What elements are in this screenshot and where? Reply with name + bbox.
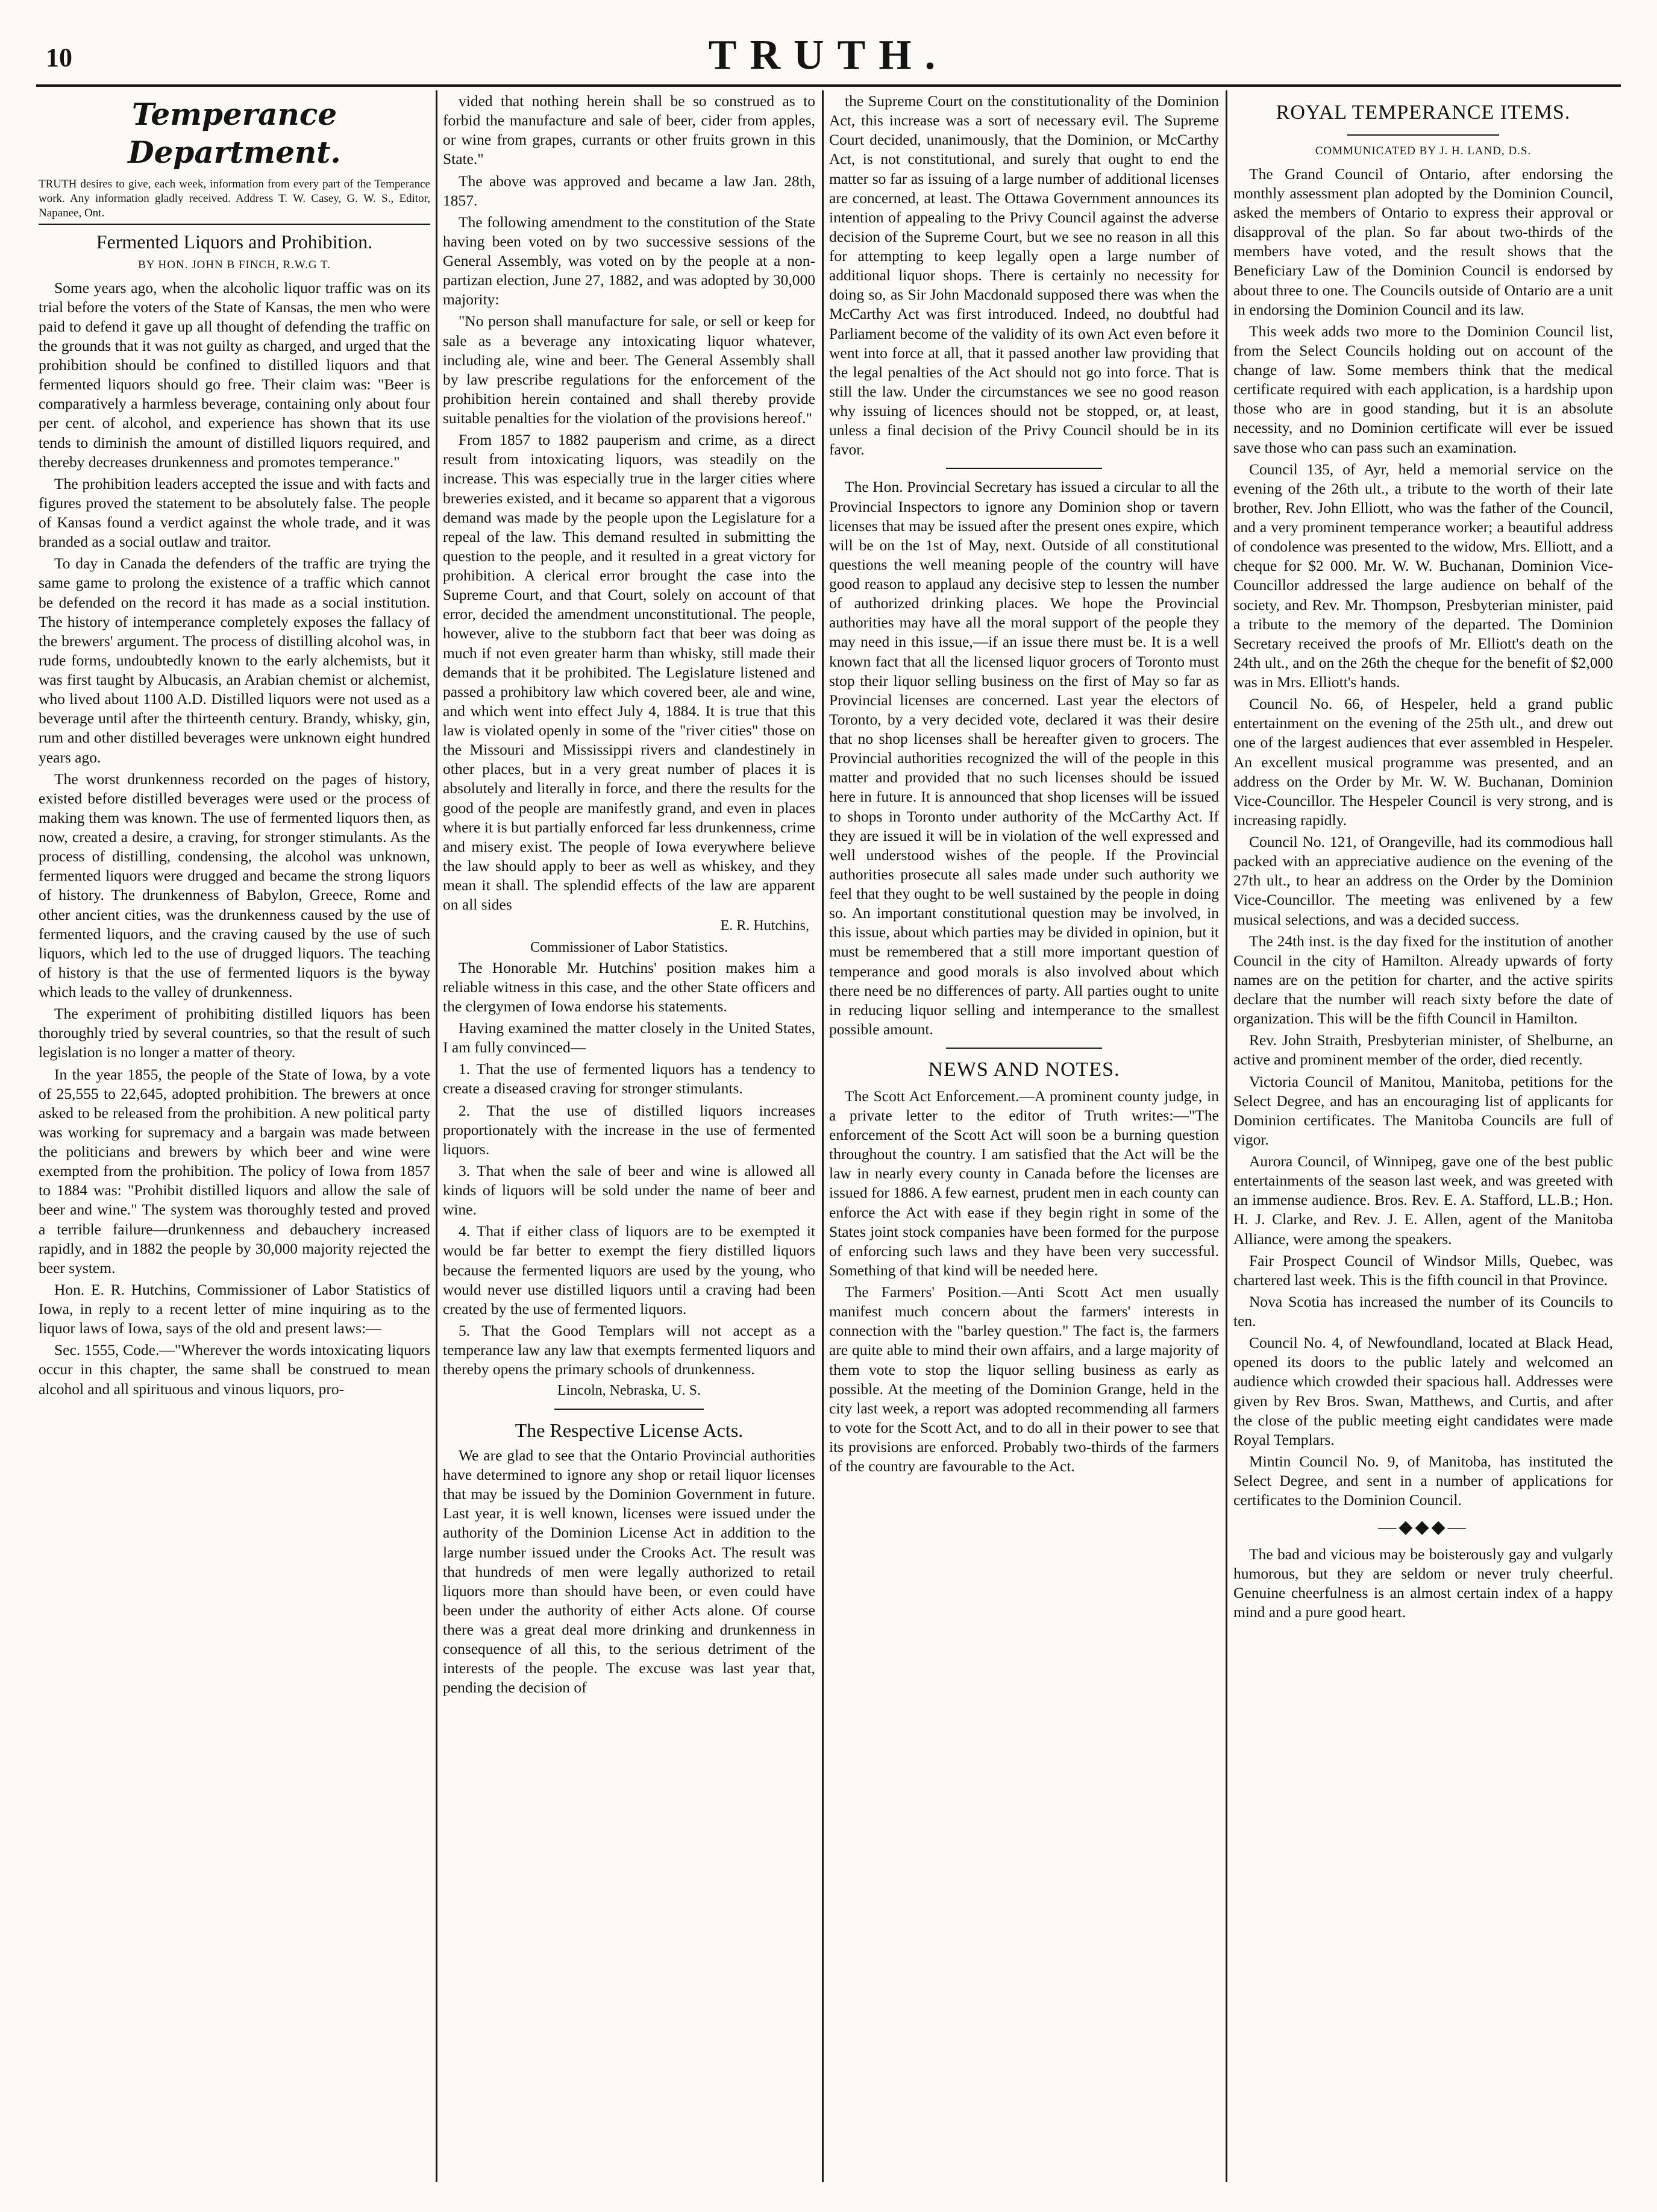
department-title: Temperance Department. [128,96,341,170]
paragraph: Aurora Council, of Winnipeg, gave one of the best public entertainments of the season last week, and was greeted with an immense audience. Bros. Rev. E. A. Stafford, LL.B.; Hon. H. J. Clarke, and Rev. J. E. Allen, agent of the Manitoba Alliance, were among the speakers. [1233,1152,1613,1248]
article-body [443,1446,815,1698]
paragraph: Nova Scotia has increased the number of its Councils to ten. [1233,1292,1613,1330]
paragraph: the Supreme Court on the constitutionality of the Dominion Act, this increase was a sort of necessary evil. The Supreme Court decided, unanimously, that the Dominion, or McCarthy Act, is not constitutional, and surely that ought to end the matter so far as issuing of a large number of additional licenses are concerned, at least. The Ottawa Government announces its intention of appealing to the Privy Council against the adverse decision of the Supreme Court, but we see no reason in all this for attempting to keep legally open a large number of additional liquor shops. There is certainly no necessity for doing so, as Sir John Macdonald supposed there was when the McCarthy Act was first introduced. Indeed, no doubtful had Parliament become of the validity of its own Act even before it went into force at all, that it passed another law providing that the legal penalties of the Act should not go into force. That is still the law. Under the circumstances we see no good reason why issuing of licences should not be stopped, or, at least, unless a final decision of the Privy Council should be in its favor. [829,92,1219,459]
paragraph: This week adds two more to the Dominion Council list, from the Select Councils holding out on account of the change of law. Some members think that the medical certificate required with each application, is a hardship upon those who are in good standing, but it is an absolute necessity, and no Dominion certificate will ever be issued save those who can pass such an examination. [1233,322,1613,456]
paragraph: 1. That the use of fermented liquors has a tendency to create a diseased craving for stronger stimulants. [443,1060,815,1098]
closing-paragraph: The bad and vicious may be boisterously gay and vulgarly humorous, but they are seldom or never truly cheerful. Genuine cheerfulness is an almost certain index of a happy mind and a pure good heart. [1233,1545,1613,1621]
byline: BY HON. JOHN B FINCH, R.W.G T. [138,258,331,271]
paragraph: Some years ago, when the alcoholic liquor traffic was on its trial before the voters of the State of Kansas, the men who were paid to defend it gave up all thought of defending the traffic on the grounds that it was not guilty as charged, and urged that the prohibition should be confined to distilled liquors and that fermented liquors should go free. Their claim was: "Beer is comparatively a harmless beverage, containing only about four per cent. of alcohol, and experience has shown that its use tends to diminish the amount of distilled liquors required, and thereby decreases drunkenness and promotes temperance." [39,278,430,471]
paragraph: We are glad to see that the Ontario Provincial authorities have determined to ignore any shop or retail liquor licenses that may be issued by the Dominion Government in future. Last year, it is well known, licenses were issued under the authority of the Dominion License Act in addition to the large number issued under the Crooks Act. The result was that hundreds of men were legally authorized to retail liquors more than should have been, or even could have been under the authority of either Acts alone. Of course there was a great deal more drinking and drunkenness in consequence of all this, to the serious detriment of the interests of the people. The excuse was last year that, pending the decision of [443,1446,815,1697]
paragraph: The Scott Act Enforcement.—A prominent county judge, in a private letter to the editor of Truth writes:—"The enforcement of the Scott Act will soon be a burning question throughout the country. I am satisfied that the Act will be the law in nearly every county in Canada before the licenses are issued for 1886. A few earnest, prudent men in each county can enforce the Act with ease if they begin right in some of the States joint stock companies have been formed for the purpose of enforcing such laws and they have been very successful. Something of that kind will be needed here. [829,1087,1219,1279]
column-rule [1226,90,1227,2182]
paragraph: Council No. 66, of Hespeler, held a grand public entertainment on the evening of the 25th ult., and drew out one of the largest audiences that ever assembled in Hespeler. An excellent musical programme was presented, and an address on the Order by Mr. W. W. Buchanan, Dominion Vice-Councillor. The Hespeler Council is very strong, and is increasing rapidly. [1233,695,1613,829]
ornament-divider: —◆◆◆— [1378,1517,1468,1538]
paragraph: Council No. 121, of Orangeville, had its commodious hall packed with an appreciative audience on the evening of the 27th ult., to hear an address on the Order by the Dominion Vice-Councillor. The meeting was enlivened by a few musical selections, and was a decided success. [1233,833,1613,928]
masthead: TRUTH. [708,32,949,78]
paragraph: 2. That the use of distilled liquors increases proportionately with the increase in the use of fermented liquors. [443,1101,815,1158]
column-4 [1233,92,1613,2177]
column-2 [443,92,815,2177]
paragraph: vided that nothing herein shall be so construed as to forbid the manufacture and sale of beer, cider from apples, or wine from grapes, currants or other fruits grown in this State." [443,92,815,168]
article-body [829,477,1219,1039]
paragraph: In the year 1855, the people of the State of Iowa, by a vote of 25,555 to 22,645, adopted prohibition. The brewers at once asked to be released from the prohibition. A new political party was working for supremacy and a bargain was made between the politicians and brewers by which beer and wine were exempted from the prohibition. The policy of Iowa from 1857 to 1884 was: "Prohibit distilled liquors and allow the sale of beer and wine." The system was thoroughly tested and proved a terrible failure—drunkenness and debauchery increased rapidly, and in 1882 the people by 30,000 majority rejected the beer system. [39,1065,430,1277]
editor-notice: TRUTH desires to give, each week, information from every part of the Temperance work. Any information gladly received. Address T. W. Casey, G. W. S., Editor, Napanee, Ont. [39,178,430,219]
article-body [829,1087,1219,1477]
paragraph: Mintin Council No. 9, of Manitoba, has instituted the Select Degree, and sent in a number of applications for certificates to the Dominion Council. [1233,1452,1613,1509]
paragraph: To day in Canada the defenders of the traffic are trying the same game to prolong the existence of a traffic which cannot be defended on the record it has made as a social institution. The history of intemperance completely exposes the fallacy of the brewers' argument. The process of distilling alcohol was, in rude forms, undoubtedly known to the early alchemists, but it was first taught by Albucasis, an Arabian chemist or alchemist, who lived about 1100 A.D. Distilled liquors were not used as a beverage until after the thirteenth century. Brandy, whisky, gin, rum and other distilled beverages were unknown eight hundred years ago. [39,555,430,766]
divider [946,468,1102,469]
paragraph: Rev. John Straith, Presbyterian minister, of Shelburne, an active and prominent member of the order, died recently. [1233,1031,1613,1069]
article-body [39,278,430,1399]
section-title: NEWS AND NOTES. [928,1058,1120,1081]
article-title: Fermented Liquors and Prohibition. [96,231,373,253]
column-rule [822,90,824,2182]
paragraph: 4. That if either class of liquors are to be exempted it would be far better to exempt the fiery distilled liquors because the fermented liquors are used by the young, who would never use distilled liquors until a craving had been created by the use of fermented liquors. [443,1222,815,1318]
article-title: The Respective License Acts. [515,1419,744,1441]
byline: COMMUNICATED BY J. H. LAND, D.S. [1315,144,1532,157]
column-1 [39,92,430,2177]
paragraph: The above was approved and became a law Jan. 28th, 1857. [443,172,815,209]
paragraph: The Hon. Provincial Secretary has issued a circular to all the Provincial Inspectors to ignore any Dominion shop or tavern licenses that may be issued after the present ones expire, which will be on the 1st of May, next. Outside of all constitutional questions the well meaning people of the country will have good reason to applaud any decisive step to lessen the number of authorized drinking places. We hope the Provincial authorities may have all the moral support of the people they may need in this issue,—if an issue there must be. It is a well known fact that all the licensed liquor grocers of Toronto must stop their liquor selling business on the first of May so far as Provincial licenses are concerned. Last year the electors of Toronto, by a very decided vote, declared it was their desire that no shop licenses shall be hereafter given to grocers. The Provincial authorities recognized the will of the people in this matter and provided that no such licenses should be issued here in future. It is announced that shop licenses will be issued to shops in Toronto under authority of the McCarthy Act. If they are issued it will be in violation of the well expressed and well understood wishes of the people. If the Provincial authorities prosecute all sales made under such authority we feel that they ought to be well sustained by the people in doing so. An important constitutional question may be involved, in this issue, about which parties may be divided in opinion, but it must be remembered that a still more important question of temperance and good morals is also involved about which there need be no differences of party. All parties ought to unite in reducing liquor selling and intemperance to the smallest possible amount. [829,478,1219,1038]
paragraph: Victoria Council of Manitou, Manitoba, petitions for the Select Degree, and has an encouraging list of applicants for Dominion certificates. The Manitoba Councils are full of vigor. [1233,1072,1613,1148]
paragraph: 3. That when the sale of beer and wine is allowed all kinds of liquors will be sold under the name of beer and wine. [443,1161,815,1219]
paragraph: The prohibition leaders accepted the issue and with facts and figures proved the statement to be absolutely false. The people of Kansas found a verdict against the whole trade, and it was branded as a social outlaw and traitor. [39,474,430,551]
paragraph: The Honorable Mr. Hutchins' position makes him a reliable witness in this case, and the other State officers and the clergymen of Iowa endorse his statements. [443,958,815,1015]
paragraph: Council 135, of Ayr, held a memorial service on the evening of the 26th ult., a tribute to the worth of their late brother, Rev. John Elliott, who was the father of the Council, and a very prominent temperance worker; a beautiful address of condolence was presented to the widow, Mrs. Elliott, and a cheque for $2 000. Mr. W. W. Buchanan, Dominion Vice-Councillor addressed the large audience on behalf of the society, and Rev. Mr. Thompson, Presbyterian minister, paid a tribute to the memory of the departed. The Dominion Secretary received the proofs of Mr. Elliott's death on the 24th ult., and on the 26th the cheque for the benefit of $2,000 was in Mrs. Elliott's hands. [1233,460,1613,691]
divider [946,1048,1102,1049]
article-body [1233,165,1613,1510]
paragraph: "No person shall manufacture for sale, or sell or keep for sale as a beverage any intoxicating liquor whatever, including ale, wine and beer. The General Assembly shall by law prescribe regulations for the enforcement of the prohibition herein contained and shall thereby provide suitable penalties for the violation of the provisions hereof." [443,312,815,427]
divider [554,1409,703,1410]
divider [39,224,430,225]
column-3 [829,92,1219,2177]
paragraph: The Grand Council of Ontario, after endorsing the monthly assessment plan adopted by the Dominion Council, asked the members of Ontario to express their approval or disapproval of the plan. So far about two-thirds of the members have voted, and the result shows that the Beneficiary Law of the Dominion Council is endorsed by about three to one. The Councils outside of Ontario are a unit in endorsing the Dominion Council and its law. [1233,165,1613,318]
paragraph: Fair Prospect Council of Windsor Mills, Quebec, was chartered last week. This is the fifth council in that Province. [1233,1251,1613,1289]
paragraph: The experiment of prohibiting distilled liquors has been thoroughly tried by several countries, so that the result of such legislation is no longer a matter of theory. [39,1005,430,1061]
paragraph: Sec. 1555, Code.—"Wherever the words intoxicating liquors occur in this chapter, the same shall be construed to mean alcohol and all spirituous and vinous liquors, pro- [39,1341,430,1398]
article-body [443,92,815,914]
paragraph: 5. That the Good Templars will not accept as a temperance law any law that exempts fermented liquors and thereby opens the primary schools of drunkenness. [443,1321,815,1378]
divider [1347,134,1499,136]
paragraph: The Farmers' Position.—Anti Scott Act men usually manifest much concern about the farmers' interests in connection with the "barley question." The fact is, the farmers are quite able to mind their own affairs, and a large majority of them vote to stop the liquor selling business as early as possible. At the meeting of the Dominion Grange, held in the city last week, a report was adopted recommending all farmers to vote for the Scott Act, and to do all in their power to see that its provisions are enforced. Probably two-thirds of the farmers of the country are favourable to the Act. [829,1283,1219,1475]
paragraph: Hon. E. R. Hutchins, Commissioner of Labor Statistics of Iowa, in reply to a recent letter of mine inquiring as to the liquor laws of Iowa, says of the old and present laws:— [39,1280,430,1337]
section-title: ROYAL TEMPERANCE ITEMS. [1276,101,1571,124]
paragraph: From 1857 to 1882 pauperism and crime, as a direct result from intoxicating liquors, was steadily on the increase. This was especially true in the larger cities where breweries existed, and it became so apparent that a vigorous demand was made by the people upon the Legislature for a repeal of the law. This demand resulted in submitting the question to the people, and it resulted in a great victory for prohibition. A clerical error brought the case into the Supreme Court, and that Court, solely on account of that error, decided the amendment unconstitutional. The people, however, alive to the stubborn fact that beer was doing as much if not even greater harm than whisky, still made their demands that it be prohibited. The Legislature listened and passed a prohibitory law which covered beer, ale and wine, and which went into effect July 4, 1884. It is true that this law is violated openly in some of the "river cities" those on the Missouri and Mississippi rivers and clandestinely in other places, but in a very great number of places it is absolutely and literally in force, and there the results for the good of the people are manifestly grand, and even in places where it is but partially enforced far less drunkenness, crime and misery exist. The people of Iowa everywhere believe the law should apply to beer as well as whiskey, and they mean it shall. The splendid effects of the law are apparent on all sides [443,431,815,914]
dateline: Lincoln, Nebraska, U. S. [557,1383,701,1399]
article-body [829,92,1219,459]
masthead-rule [36,84,1621,87]
page-number: 10 [46,43,72,72]
signature-name: E. R. Hutchins, [720,918,809,934]
article-body [443,958,815,1380]
paragraph: Council No. 4, of Newfoundland, located at Black Head, opened its doors to the public lately and welcomed an audience which crowded their spacious hall. Addresses were given by Rev Bros. Swan, Matthews, and Curtis, and after the close of the public meeting eight candidates were made Royal Templars. [1233,1334,1613,1448]
paragraph: The 24th inst. is the day fixed for the institution of another Council in the city of Hamilton. Already upwards of forty names are on the petition for charter, and the active spirits declare that the number will reach sixty before the date of organization. This will be the fifth Council in Hamilton. [1233,932,1613,1028]
paragraph: Having examined the matter closely in the United States, I am fully convinced— [443,1019,815,1057]
paragraph: The worst drunkenness recorded on the pages of history, existed before distilled beverages were used or the process of making them was known. The use of fermented liquors then, as now, created a desire, a craving, for stronger stimulants. As the process of distilling, condensing, the alcohol was unknown, fermented liquors were drugged and became the strong liquors of history. The drunkenness of Babylon, Greece, Rome and other ancient cities, was the drunkenness caused by the use of fermented liquors, and the craving caused by the use of such liquors, which led to the use of drugged liquors. The teaching of history is that the use of fermented liquors is the byway which leads to the valley of drunkenness. [39,770,430,1001]
signature-title: Commissioner of Labor Statistics. [530,940,728,956]
paragraph: The following amendment to the constitution of the State having been voted on by two successive sessions of the General Assembly, was voted on by the people at a non-partizan election, June 27, 1882, and was adopted by 30,000 majority: [443,213,815,309]
column-rule [436,90,437,2182]
